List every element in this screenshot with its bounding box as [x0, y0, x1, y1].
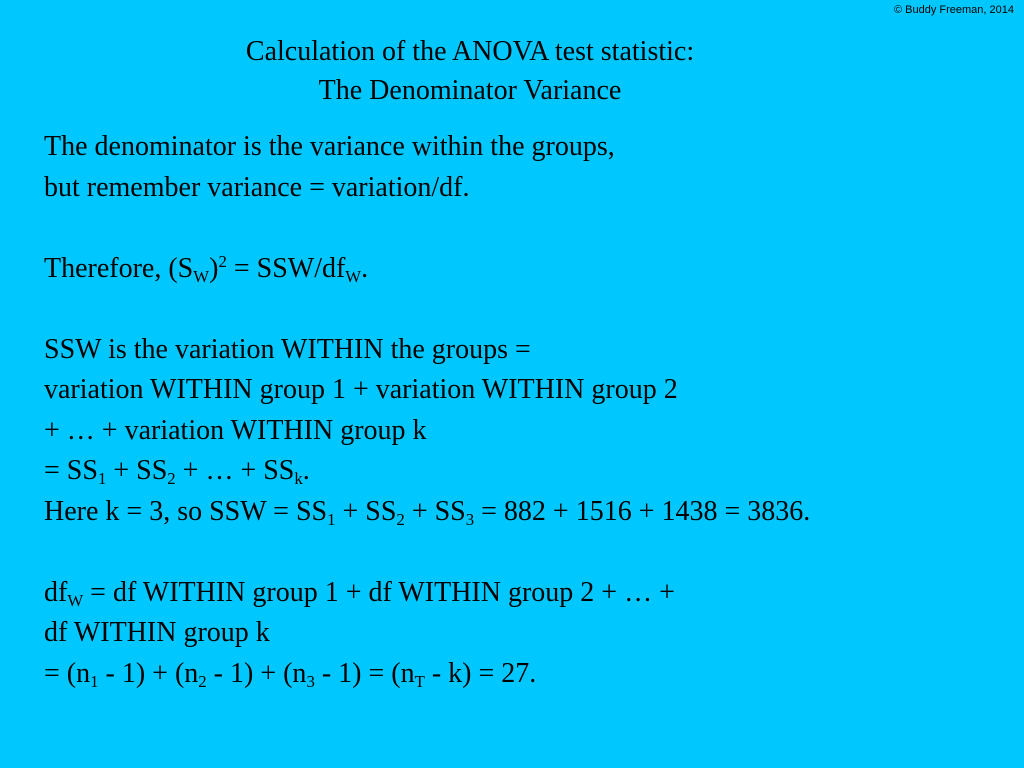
spacer — [44, 532, 1004, 573]
body-line-dfw-definition — [44, 573, 1004, 614]
subscript: 3 — [306, 671, 315, 691]
title-line-1: Calculation of the ANOVA test statistic: — [245, 36, 695, 67]
text-segment: + SS — [404, 495, 466, 527]
body-line-df-group-k: df WITHIN group k — [44, 617, 270, 648]
subscript: 2 — [396, 509, 405, 529]
text-segment: - 1) + (n — [98, 657, 199, 689]
text-segment: ) — [209, 252, 219, 284]
body-line-variation-groups: variation WITHIN group 1 + variation WITHIN group 2 — [44, 374, 678, 405]
slide-body — [44, 127, 1004, 694]
subscript: T — [414, 671, 425, 691]
subscript: k — [294, 469, 303, 489]
body-line-variation-group-k: + … + variation WITHIN group k — [44, 414, 427, 446]
subscript: 1 — [97, 469, 107, 489]
text-segment: df — [44, 576, 68, 608]
text-segment: = 882 + 1516 + 1438 = 3836. — [474, 495, 811, 527]
text-segment: - 1) + (n — [206, 657, 307, 689]
body-line-therefore-formula — [44, 249, 1004, 290]
text-segment: - k) = 27. — [424, 657, 537, 689]
text-segment: - 1) = (n — [314, 657, 415, 689]
subscript: 1 — [327, 509, 336, 529]
subscript: W — [345, 266, 362, 286]
body-line-ssw-definition: SSW is the variation WITHIN the groups = — [44, 333, 531, 365]
body-line-ss-sum — [44, 451, 1004, 492]
text-segment: + SS — [335, 495, 397, 527]
copyright-notice: © Buddy Freeman, 2014 — [893, 4, 1014, 16]
text-segment: + SS — [106, 455, 168, 486]
title-line-2: The Denominator Variance — [318, 75, 622, 106]
body-line-variance-definition: but remember variance = variation/df. — [44, 171, 470, 203]
subscript: 1 — [90, 671, 99, 691]
text-segment: + … + SS — [175, 455, 295, 486]
body-line-ssw-value — [44, 492, 1004, 533]
spacer — [44, 289, 1004, 330]
text-segment: = SS — [44, 455, 98, 486]
subscript: 3 — [465, 509, 475, 529]
slide-title — [0, 32, 940, 110]
text-segment: = df WITHIN group 1 + df WITHIN group 2 + … + — [83, 576, 675, 608]
subscript: W — [193, 266, 210, 286]
superscript: 2 — [218, 252, 227, 272]
subscript: W — [67, 590, 84, 610]
subscript: 2 — [198, 671, 207, 691]
text-segment: . — [302, 455, 310, 486]
spacer — [44, 208, 1004, 249]
text-segment: Here k = 3, so SSW = SS — [44, 495, 328, 527]
body-line-denominator: The denominator is the variance within the groups, — [44, 131, 615, 162]
text-segment: Therefore, (S — [44, 252, 194, 284]
text-segment: = SSW/df — [226, 252, 346, 284]
text-segment: . — [361, 252, 369, 284]
body-line-df-value — [44, 654, 1004, 695]
subscript: 2 — [167, 469, 176, 489]
text-segment: = (n — [44, 657, 91, 689]
